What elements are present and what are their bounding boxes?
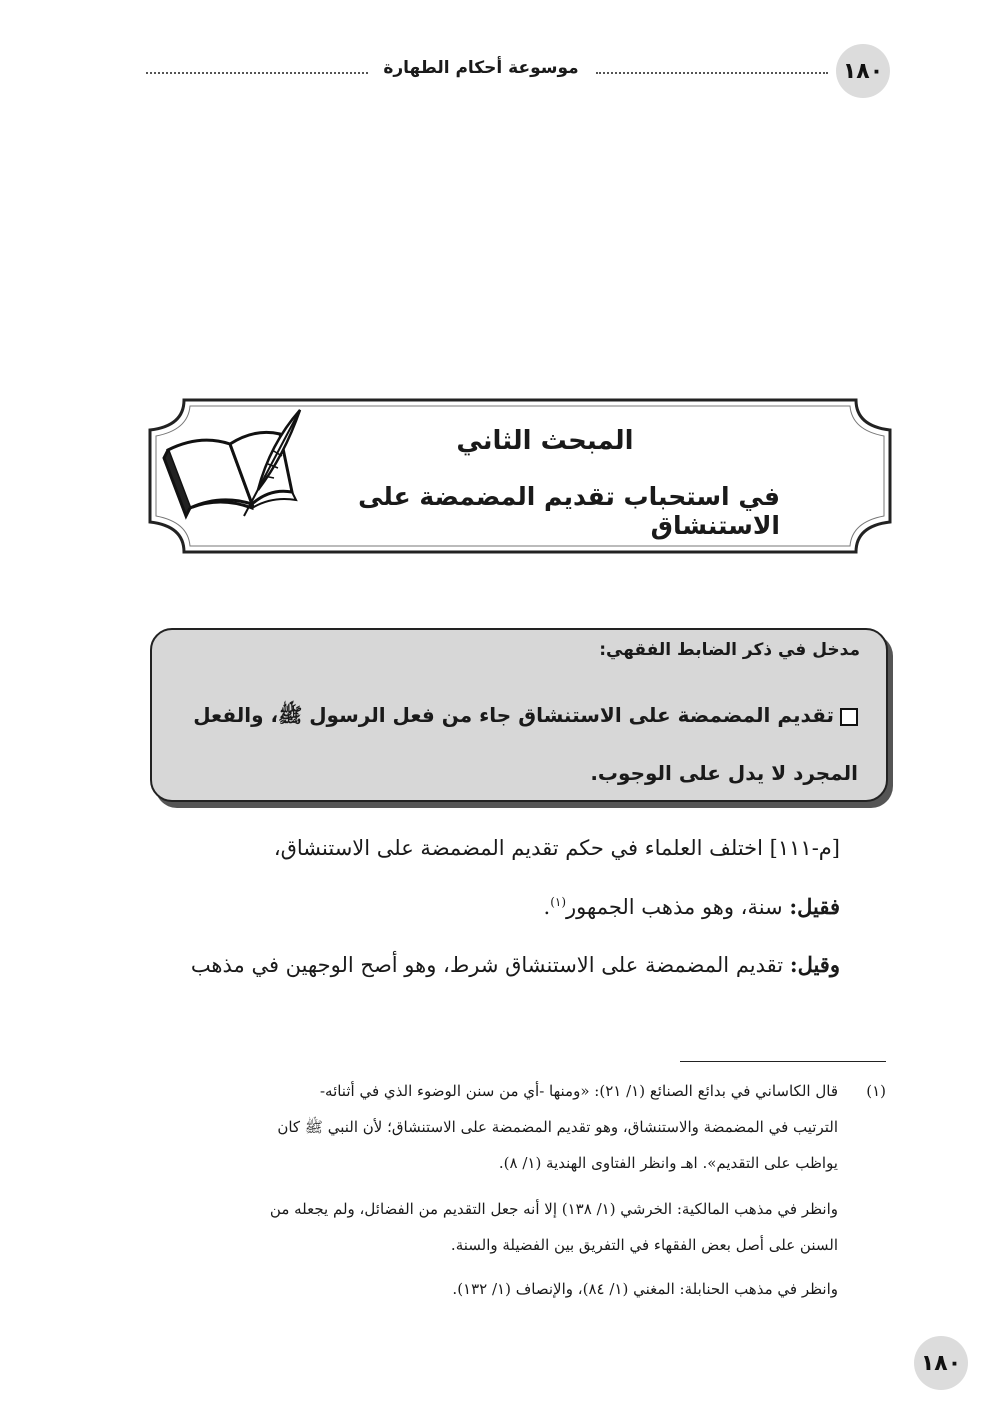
section-title-main: المبحث الثاني <box>456 426 634 456</box>
footnote-line: قال الكاساني في بدائع الصنائع (١/ ٢١): «ومنها -أي من سنن الوضوء الذي في أثنائه- <box>319 1082 838 1100</box>
body-paragraph-3 <box>146 952 840 977</box>
footer-page-badge <box>914 1336 968 1390</box>
body-paragraph-2 <box>146 894 840 919</box>
footnote-line: الترتيب في المضمضة والاستنشاق، وهو تقديم المضمضة على الاستنشاق؛ لأن النبي ﷺ كان <box>277 1118 838 1136</box>
header-dots-right <box>596 72 828 74</box>
body-paragraph-1: [م-١١١] اختلف العلماء في حكم تقديم المضمضة على الاستنشاق، <box>273 836 840 860</box>
page-number-badge <box>836 44 890 98</box>
book-and-quill-icon <box>160 404 310 520</box>
opinion-label-1: فقيل: <box>789 894 840 919</box>
opinion-text-2: تقديم المضمضة على الاستنشاق شرط، وهو أصح الوجهين في مذهب <box>190 953 790 977</box>
footnote-line: السنن على أصل بعض الفقهاء في التفريق بين الفضيلة والسنة. <box>450 1236 838 1254</box>
checkbox-bullet-icon <box>840 708 858 726</box>
footnote-line: يواظب على التقديم». اهـ وانظر الفتاوى الهندية (١/ ٨). <box>498 1154 838 1172</box>
section-title-sub: في استحباب تقديم المضمضة على الاستنشاق <box>358 482 780 540</box>
footnote-number: (١) <box>866 1082 886 1100</box>
footnote-separator <box>680 1061 886 1062</box>
rule-heading: مدخل في ذكر الضابط الفقهي: <box>599 640 860 660</box>
rule-text: تقديم المضمضة على الاستنشاق جاء من فعل الرسول ﷺ، والفعل المجرد لا يدل على الوجوب. <box>193 703 858 785</box>
opinion-text-1-end: . <box>543 895 551 919</box>
footnote-line: وانظر في مذهب المالكية: الخرشي (١/ ١٣٨) إلا أنه جعل التقديم من الفضائل، ولم يجعله من <box>269 1200 838 1218</box>
page-number: ١٨٠ <box>842 58 884 84</box>
running-header-title: موسوعة أحكام الطهارة <box>383 58 579 78</box>
footer-page-number: ١٨٠ <box>920 1350 962 1376</box>
opinion-label-2: وقيل: <box>789 952 840 977</box>
rule-text-block <box>166 686 858 802</box>
footnote-line: وانظر في مذهب الحنابلة: المغني (١/ ٨٤)، والإنصاف (١/ ١٣٢). <box>452 1280 838 1298</box>
header-dots-left <box>146 72 368 74</box>
opinion-text-1: سنة، وهو مذهب الجمهور <box>566 895 790 919</box>
footnote-ref-1[interactable]: (١) <box>550 895 567 909</box>
